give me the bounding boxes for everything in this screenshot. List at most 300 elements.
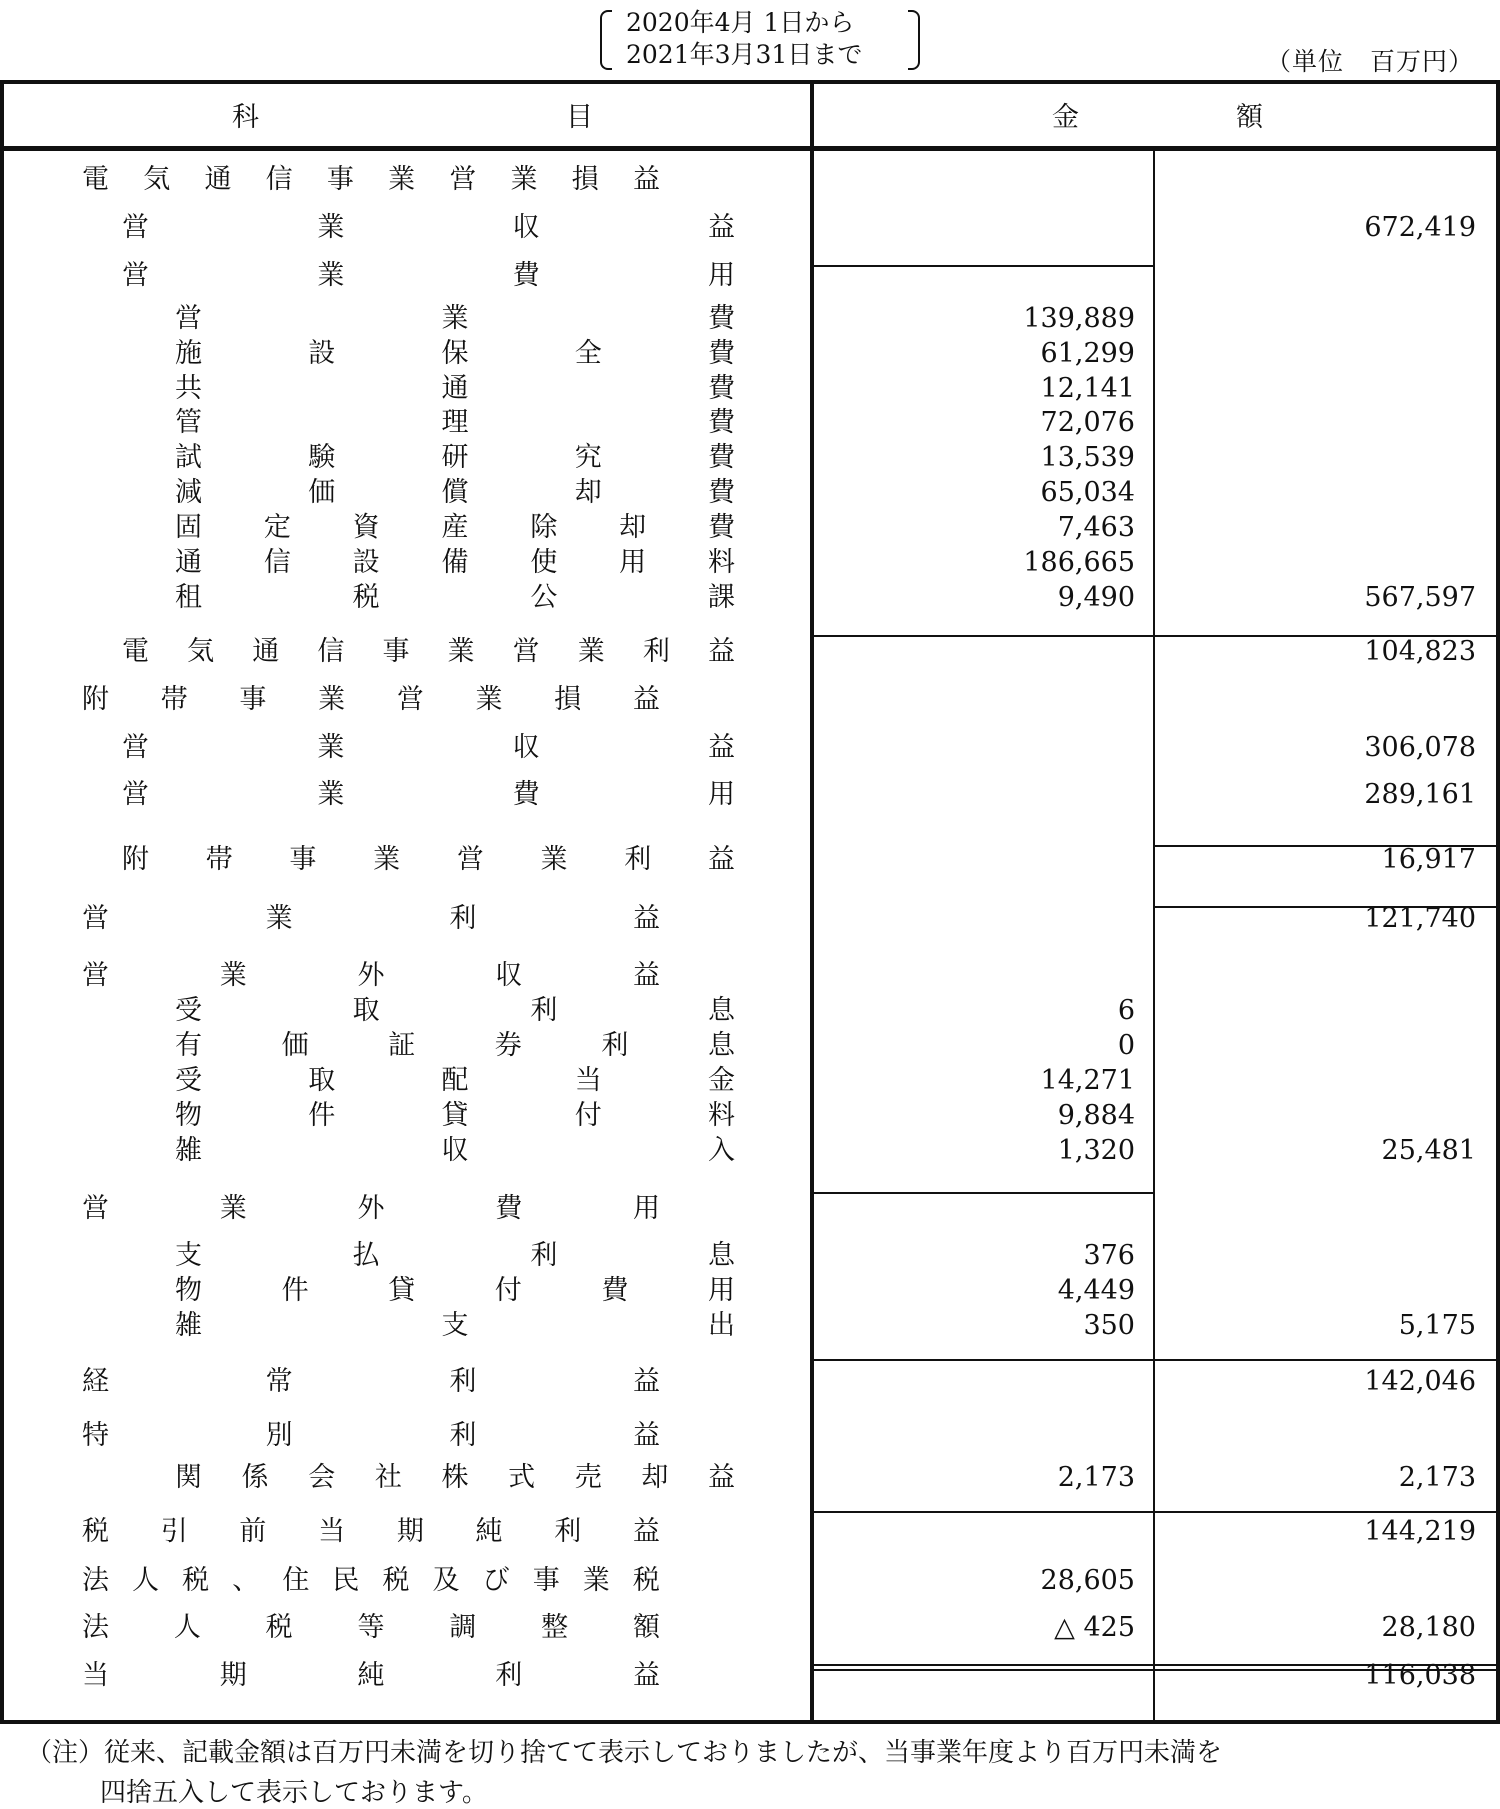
row-label-char: 期 bbox=[219, 1660, 247, 1691]
table-row bbox=[0, 1029, 1500, 1063]
amount-detail: 139,889 bbox=[1023, 303, 1135, 334]
row-label-char: 電 bbox=[82, 164, 109, 195]
row-label bbox=[122, 731, 735, 765]
table-row bbox=[0, 1461, 1500, 1495]
row-label-char: 益 bbox=[632, 684, 660, 715]
footnote-line-1: （注）従来、記載金額は百万円未満を切り捨てて表示しておりましたが、当事業年度より百万円未満を bbox=[26, 1738, 1223, 1768]
row-label-char: 人 bbox=[173, 1612, 201, 1643]
row-label bbox=[82, 959, 660, 993]
row-label-char: 産 bbox=[441, 512, 469, 543]
row-label-char: 公 bbox=[530, 582, 558, 613]
row-label-char: 租 bbox=[175, 582, 202, 613]
row-label-char: 費 bbox=[512, 260, 540, 291]
amount-total: 121,740 bbox=[1364, 903, 1476, 934]
row-label-char: 付 bbox=[574, 1100, 602, 1131]
row-label-char: 法 bbox=[82, 1565, 109, 1596]
row-label-char: 業 bbox=[388, 164, 416, 195]
unit-label: （単位 百万円） bbox=[1265, 47, 1474, 76]
row-label-char: 信 bbox=[317, 636, 345, 667]
table-row bbox=[0, 337, 1500, 371]
row-label-char: 取 bbox=[352, 995, 380, 1026]
row-label-char: 経 bbox=[82, 1366, 109, 1397]
row-label-char: 費 bbox=[708, 407, 735, 438]
header-subject-right: 目 bbox=[566, 102, 593, 133]
amount-detail: 9,884 bbox=[1057, 1100, 1135, 1131]
period-start: 2020年4月 1日から bbox=[626, 8, 855, 37]
row-label-char: 利 bbox=[642, 636, 670, 667]
row-label-char: 理 bbox=[441, 407, 469, 438]
table-row bbox=[0, 902, 1500, 936]
row-label-char: 息 bbox=[707, 1030, 735, 1061]
table-row bbox=[0, 511, 1500, 545]
row-label-char: 用 bbox=[633, 1193, 660, 1224]
row-label-char: 証 bbox=[388, 1030, 416, 1061]
amount-total: 289,161 bbox=[1364, 779, 1476, 810]
row-label-char: 雑 bbox=[175, 1135, 202, 1166]
row-label bbox=[82, 902, 660, 936]
row-label-char: 利 bbox=[449, 1366, 477, 1397]
row-label-char: 利 bbox=[449, 1420, 477, 1451]
row-label-char: 税 bbox=[382, 1565, 410, 1596]
row-label-char: 験 bbox=[308, 442, 336, 473]
row-label-char: 費 bbox=[708, 442, 735, 473]
amount-detail: 2,173 bbox=[1057, 1462, 1135, 1493]
row-label-char: 貸 bbox=[388, 1275, 416, 1306]
right-bracket bbox=[908, 10, 920, 70]
row-label-char: 業 bbox=[582, 1565, 610, 1596]
row-label-char: 除 bbox=[530, 512, 558, 543]
amount-detail: 376 bbox=[1083, 1240, 1135, 1271]
table-row bbox=[0, 302, 1500, 336]
row-label-char: 息 bbox=[707, 1240, 735, 1271]
row-label-char: 業 bbox=[219, 1193, 247, 1224]
rule-h bbox=[814, 1359, 1496, 1361]
row-label-char: 整 bbox=[541, 1612, 569, 1643]
row-label-char: 費 bbox=[708, 338, 735, 369]
table-row bbox=[0, 731, 1500, 765]
row-label-char: 損 bbox=[554, 684, 582, 715]
row-label-char: 課 bbox=[707, 582, 735, 613]
row-label-char: 益 bbox=[707, 844, 735, 875]
table-row bbox=[0, 1309, 1500, 1343]
row-label bbox=[82, 1564, 660, 1598]
row-label bbox=[175, 1309, 735, 1343]
row-label bbox=[82, 1659, 660, 1693]
row-label-char: 費 bbox=[601, 1275, 629, 1306]
row-label-char: 金 bbox=[708, 1065, 735, 1096]
row-label-char: 償 bbox=[441, 477, 469, 508]
row-label-char: 期 bbox=[396, 1516, 424, 1547]
row-label-char: 収 bbox=[512, 212, 540, 243]
table-row bbox=[0, 1419, 1500, 1453]
row-label-char: 人 bbox=[132, 1565, 160, 1596]
row-label-char: 純 bbox=[475, 1516, 503, 1547]
row-label-char: 益 bbox=[708, 1462, 735, 1493]
row-label-char: 法 bbox=[82, 1612, 109, 1643]
row-label-char: 業 bbox=[475, 684, 503, 715]
row-label-char: 社 bbox=[374, 1462, 402, 1493]
row-label-char: 支 bbox=[175, 1240, 202, 1271]
row-label-char: 益 bbox=[707, 732, 735, 763]
row-label-char: 受 bbox=[175, 995, 202, 1026]
row-label bbox=[82, 1611, 660, 1645]
row-label-char: 料 bbox=[707, 547, 735, 578]
table-row bbox=[0, 441, 1500, 475]
row-label-char: 利 bbox=[449, 903, 477, 934]
row-label-char: 営 bbox=[512, 636, 540, 667]
row-label-char: 事 bbox=[289, 844, 317, 875]
table-row bbox=[0, 635, 1500, 669]
row-label-char: 当 bbox=[82, 1660, 109, 1691]
row-label-char: 定 bbox=[263, 512, 291, 543]
row-label-char: 費 bbox=[708, 477, 735, 508]
amount-detail: 350 bbox=[1083, 1310, 1135, 1341]
row-label-char: 利 bbox=[530, 995, 558, 1026]
row-label-char: 附 bbox=[82, 684, 109, 715]
row-label-char: 減 bbox=[175, 477, 202, 508]
table-row bbox=[0, 994, 1500, 1028]
row-label-char: 究 bbox=[574, 442, 602, 473]
amount-total: 25,481 bbox=[1381, 1135, 1476, 1166]
row-label-char: 額 bbox=[632, 1612, 660, 1643]
header-subject-left: 科 bbox=[232, 102, 259, 133]
row-label bbox=[175, 1099, 735, 1133]
table-row bbox=[0, 778, 1500, 812]
row-label bbox=[175, 581, 735, 615]
table-row bbox=[0, 1515, 1500, 1549]
row-label bbox=[82, 683, 660, 717]
row-label-char: 共 bbox=[175, 373, 202, 404]
row-label-char: 税 bbox=[632, 1565, 660, 1596]
row-label bbox=[175, 476, 735, 510]
row-label bbox=[175, 1029, 735, 1063]
row-label-char: 料 bbox=[708, 1100, 735, 1131]
row-label-char: 別 bbox=[265, 1420, 293, 1451]
row-label bbox=[82, 163, 660, 197]
table-row bbox=[0, 1134, 1500, 1168]
table-row bbox=[0, 372, 1500, 406]
amount-total: 142,046 bbox=[1364, 1366, 1476, 1397]
amount-detail: 6 bbox=[1117, 995, 1135, 1026]
amount-total: 567,597 bbox=[1364, 582, 1476, 613]
row-label bbox=[175, 441, 735, 475]
table-row bbox=[0, 843, 1500, 877]
amount-total: 2,173 bbox=[1398, 1462, 1476, 1493]
table-row bbox=[0, 1064, 1500, 1098]
row-label bbox=[175, 1239, 735, 1273]
amount-detail: 14,271 bbox=[1040, 1065, 1135, 1096]
row-label-char: 、 bbox=[232, 1565, 260, 1596]
row-label-char: 営 bbox=[122, 732, 149, 763]
table-row bbox=[0, 1239, 1500, 1273]
table-row bbox=[0, 163, 1500, 197]
row-label-char: 有 bbox=[175, 1030, 202, 1061]
row-label-char: 特 bbox=[82, 1420, 109, 1451]
table-row bbox=[0, 959, 1500, 993]
table-row bbox=[0, 1611, 1500, 1645]
row-label-char: 業 bbox=[373, 844, 401, 875]
row-label-char: 雑 bbox=[175, 1310, 202, 1341]
row-label-char: 受 bbox=[175, 1065, 202, 1096]
row-label-char: 息 bbox=[707, 995, 735, 1026]
row-label-char: 通 bbox=[441, 373, 469, 404]
row-label-char: 通 bbox=[252, 636, 280, 667]
row-label-char: 業 bbox=[317, 212, 345, 243]
row-label-char: 業 bbox=[317, 732, 345, 763]
row-label-char: 業 bbox=[219, 960, 247, 991]
row-label-char: 営 bbox=[396, 684, 424, 715]
row-label-char: 利 bbox=[495, 1660, 523, 1691]
row-label-char: 式 bbox=[508, 1462, 536, 1493]
amount-detail: 0 bbox=[1117, 1030, 1135, 1061]
row-label-char: 益 bbox=[632, 903, 660, 934]
row-label bbox=[122, 778, 735, 812]
table-row bbox=[0, 1659, 1500, 1693]
row-label-char: 業 bbox=[317, 779, 345, 810]
table-row bbox=[0, 211, 1500, 245]
table-row bbox=[0, 476, 1500, 510]
row-label-char: 利 bbox=[624, 844, 652, 875]
row-label-char: 業 bbox=[265, 903, 293, 934]
row-label-char: 営 bbox=[82, 903, 109, 934]
row-label-char: 前 bbox=[239, 1516, 267, 1547]
header-amount-right: 額 bbox=[1236, 102, 1263, 133]
row-label-char: 帯 bbox=[205, 844, 233, 875]
row-label-char: 営 bbox=[456, 844, 484, 875]
row-label-char: 通 bbox=[175, 547, 202, 578]
row-label-char: 業 bbox=[317, 260, 345, 291]
row-label-char: 業 bbox=[540, 844, 568, 875]
row-label-char: 業 bbox=[577, 636, 605, 667]
left-bracket bbox=[600, 10, 612, 70]
row-label-char: 利 bbox=[601, 1030, 629, 1061]
row-label bbox=[175, 372, 735, 406]
row-label-char: 用 bbox=[707, 260, 735, 291]
row-label bbox=[122, 635, 735, 669]
row-label bbox=[175, 1064, 735, 1098]
row-label-char: 営 bbox=[122, 260, 149, 291]
rule-h bbox=[814, 1511, 1496, 1513]
row-label-char: 試 bbox=[175, 442, 202, 473]
row-label-char: 保 bbox=[441, 338, 469, 369]
amount-total: 306,078 bbox=[1364, 732, 1476, 763]
row-label-char: 費 bbox=[495, 1193, 523, 1224]
row-label-char: 物 bbox=[175, 1275, 202, 1306]
amount-detail: △ 425 bbox=[1054, 1612, 1135, 1643]
row-label-char: 費 bbox=[708, 373, 735, 404]
row-label bbox=[82, 1365, 660, 1399]
row-label-char: 付 bbox=[494, 1275, 522, 1306]
row-label-char: 常 bbox=[265, 1366, 293, 1397]
row-label-char: 配 bbox=[441, 1065, 469, 1096]
row-label-char: 用 bbox=[619, 547, 647, 578]
row-label-char: 外 bbox=[357, 960, 385, 991]
row-label-char: 帯 bbox=[160, 684, 188, 715]
row-label-char: 業 bbox=[510, 164, 538, 195]
row-label-char: 税 bbox=[265, 1612, 293, 1643]
row-label-char: 用 bbox=[707, 1275, 735, 1306]
row-label-char: 営 bbox=[449, 164, 477, 195]
row-label-char: 業 bbox=[318, 684, 346, 715]
row-label-char: 取 bbox=[308, 1065, 336, 1096]
amount-total: 5,175 bbox=[1398, 1310, 1476, 1341]
row-label-char: 民 bbox=[332, 1565, 360, 1596]
row-label-char: 税 bbox=[82, 1516, 109, 1547]
row-label-char: 用 bbox=[707, 779, 735, 810]
row-label-char: 業 bbox=[441, 303, 469, 334]
row-label bbox=[122, 211, 735, 245]
amount-detail: 4,449 bbox=[1057, 1275, 1135, 1306]
row-label bbox=[175, 546, 735, 580]
row-label-char: 設 bbox=[308, 338, 336, 369]
row-label-char: 株 bbox=[441, 1462, 469, 1493]
row-label-char: 備 bbox=[441, 547, 469, 578]
row-label-char: 管 bbox=[175, 407, 202, 438]
row-label-char: 資 bbox=[352, 512, 380, 543]
row-label-char: 売 bbox=[574, 1462, 602, 1493]
row-label-char: 益 bbox=[633, 1660, 660, 1691]
row-label-char: 価 bbox=[281, 1030, 309, 1061]
table-row bbox=[0, 1099, 1500, 1133]
row-label-char: 却 bbox=[574, 477, 602, 508]
row-label-char: 当 bbox=[574, 1065, 602, 1096]
row-label-char: 収 bbox=[512, 732, 540, 763]
row-label bbox=[82, 1515, 660, 1549]
row-label-char: 収 bbox=[495, 960, 523, 991]
row-label-char: 利 bbox=[554, 1516, 582, 1547]
row-label-char: 営 bbox=[82, 960, 109, 991]
row-label-char: 外 bbox=[357, 1193, 385, 1224]
row-label-char: 件 bbox=[281, 1275, 309, 1306]
table-row bbox=[0, 406, 1500, 440]
row-label-char: 損 bbox=[571, 164, 599, 195]
amount-detail: 65,034 bbox=[1040, 477, 1135, 508]
row-label-char: 住 bbox=[282, 1565, 310, 1596]
row-label-char: 費 bbox=[512, 779, 540, 810]
amount-detail: 186,665 bbox=[1023, 547, 1135, 578]
row-label-char: 利 bbox=[530, 1240, 558, 1271]
amount-detail: 12,141 bbox=[1040, 373, 1135, 404]
row-label-char: 信 bbox=[265, 164, 293, 195]
row-label-char: 費 bbox=[707, 512, 735, 543]
row-label-char: 施 bbox=[175, 338, 202, 369]
row-label-char: 益 bbox=[632, 1366, 660, 1397]
amount-total: 672,419 bbox=[1364, 212, 1476, 243]
row-label-char: 益 bbox=[707, 212, 735, 243]
row-label-char: 却 bbox=[619, 512, 647, 543]
row-label-char: 益 bbox=[632, 1516, 660, 1547]
row-label-char: 物 bbox=[175, 1100, 202, 1131]
row-label-char: 営 bbox=[122, 212, 149, 243]
amount-detail: 72,076 bbox=[1040, 407, 1135, 438]
row-label-char: 固 bbox=[175, 512, 202, 543]
table-row bbox=[0, 683, 1500, 717]
row-label bbox=[175, 1461, 735, 1495]
row-label-char: 会 bbox=[308, 1462, 336, 1493]
row-label-char: 却 bbox=[641, 1462, 669, 1493]
header-amount-left: 金 bbox=[1052, 102, 1079, 133]
row-label-char: 信 bbox=[263, 547, 291, 578]
row-label-char: 気 bbox=[187, 636, 215, 667]
row-label bbox=[82, 1192, 660, 1226]
table-row bbox=[0, 1192, 1500, 1226]
row-label-char: 及 bbox=[432, 1565, 460, 1596]
row-label-char: 引 bbox=[160, 1516, 188, 1547]
row-label-char: 払 bbox=[352, 1240, 380, 1271]
row-label-char: 等 bbox=[357, 1612, 385, 1643]
amount-detail: 1,320 bbox=[1057, 1135, 1135, 1166]
amount-total: 104,823 bbox=[1364, 636, 1476, 667]
row-label-char: 支 bbox=[441, 1310, 469, 1341]
row-label-char: 設 bbox=[352, 547, 380, 578]
row-label-char: 研 bbox=[441, 442, 469, 473]
row-label-char: 電 bbox=[122, 636, 149, 667]
footnote-line-2: 四捨五入して表示しております。 bbox=[100, 1778, 488, 1808]
row-label bbox=[82, 1419, 660, 1453]
amount-detail: 7,463 bbox=[1057, 512, 1135, 543]
row-label-char: 出 bbox=[708, 1310, 735, 1341]
row-label-char: 業 bbox=[447, 636, 475, 667]
row-label-char: 附 bbox=[122, 844, 149, 875]
row-label-char: 係 bbox=[241, 1462, 269, 1493]
row-label bbox=[122, 843, 735, 877]
row-label-char: 事 bbox=[532, 1565, 560, 1596]
row-label-char: 全 bbox=[574, 338, 602, 369]
row-label-char: 営 bbox=[122, 779, 149, 810]
table-row bbox=[0, 1564, 1500, 1598]
row-label-char: 費 bbox=[708, 303, 735, 334]
row-label-char: 関 bbox=[175, 1462, 202, 1493]
row-label bbox=[175, 1134, 735, 1168]
header-rule bbox=[0, 146, 1500, 151]
amount-detail: 28,605 bbox=[1040, 1565, 1135, 1596]
amount-detail: 61,299 bbox=[1040, 338, 1135, 369]
row-label-char: 貸 bbox=[441, 1100, 469, 1131]
row-label-char: び bbox=[482, 1565, 510, 1596]
row-label bbox=[175, 302, 735, 336]
row-label-char: 税 bbox=[182, 1565, 210, 1596]
row-label bbox=[175, 511, 735, 545]
row-label-char: 気 bbox=[143, 164, 171, 195]
row-label-char: 通 bbox=[204, 164, 232, 195]
amount-detail: 13,539 bbox=[1040, 442, 1135, 473]
row-label-char: 税 bbox=[352, 582, 380, 613]
row-label-char: 純 bbox=[357, 1660, 385, 1691]
row-label-char: 事 bbox=[326, 164, 354, 195]
row-label-char: 当 bbox=[318, 1516, 346, 1547]
table-row bbox=[0, 259, 1500, 293]
row-label bbox=[175, 406, 735, 440]
row-label-char: 件 bbox=[308, 1100, 336, 1131]
row-label bbox=[122, 259, 735, 293]
row-label-char: 益 bbox=[633, 960, 660, 991]
row-label-char: 調 bbox=[449, 1612, 477, 1643]
row-label-char: 券 bbox=[494, 1030, 522, 1061]
table-row bbox=[0, 1365, 1500, 1399]
row-label bbox=[175, 994, 735, 1028]
table-row bbox=[0, 1274, 1500, 1308]
amount-total: 144,219 bbox=[1364, 1516, 1476, 1547]
row-label-char: 営 bbox=[175, 303, 202, 334]
row-label-char: 益 bbox=[632, 1420, 660, 1451]
row-label bbox=[175, 337, 735, 371]
row-label-char: 事 bbox=[382, 636, 410, 667]
amount-total: 16,917 bbox=[1381, 844, 1476, 875]
row-label-char: 益 bbox=[707, 636, 735, 667]
row-label-char: 使 bbox=[530, 547, 558, 578]
table-row bbox=[0, 546, 1500, 580]
row-label-char: 入 bbox=[708, 1135, 735, 1166]
